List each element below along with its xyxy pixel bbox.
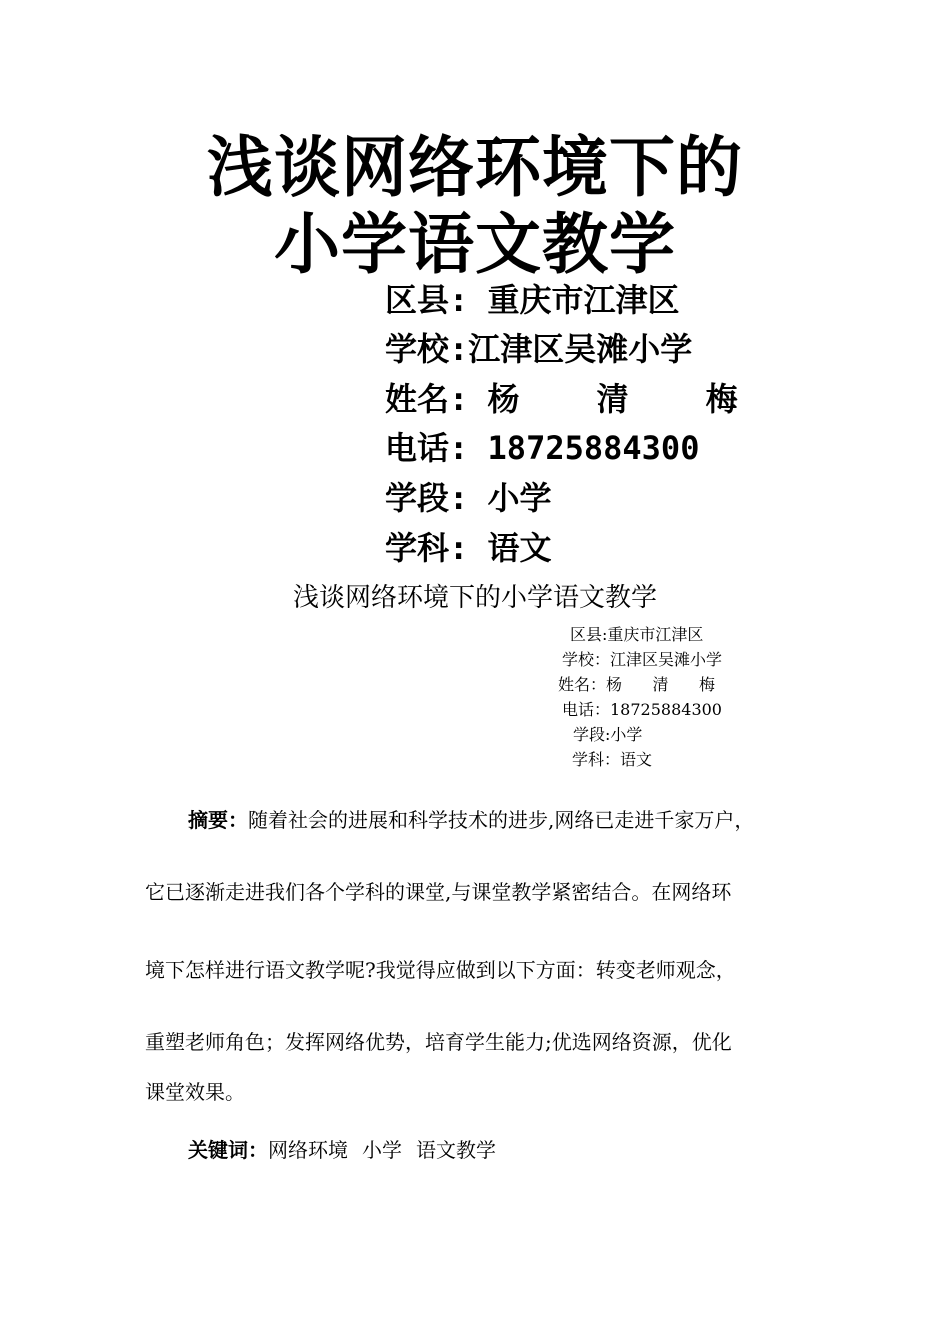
- keyword-3: 语文教学: [416, 1138, 496, 1162]
- abstract-text-1: 随着社会的进展和科学技术的进步,网络已走进千家万户，: [248, 808, 755, 832]
- cover-info-name: 姓名: 杨 清 梅: [385, 380, 738, 418]
- abstract-line-2: 它已逐渐走进我们各个学科的课堂,与课堂教学紧密结合。在网络环: [145, 880, 732, 904]
- cover-title-line-2: 小学语文教学: [274, 206, 676, 283]
- keyword-2: 小学: [362, 1138, 402, 1162]
- keywords-label: 关键词：: [188, 1138, 268, 1162]
- keyword-1: 网络环境: [268, 1138, 348, 1162]
- article-info-district: 区县:重庆市江津区: [570, 625, 704, 644]
- article-info-phone: 电话：18725884300: [562, 700, 722, 719]
- article-info-subject: 学科：语文: [572, 750, 653, 769]
- abstract-line-5: 课堂效果。: [145, 1080, 245, 1104]
- cover-info-school: 学校:江津区吴滩小学: [385, 330, 693, 368]
- keywords-line: [188, 1135, 858, 1165]
- abstract-line-4: 重塑老师角色；发挥网络优势，培育学生能力;优选网络资源，优化: [145, 1030, 732, 1054]
- cover-title-line-1: 浅谈网络环境下的: [207, 129, 743, 206]
- article-info-stage: 学段:小学: [573, 725, 643, 744]
- abstract-label: 摘要：: [188, 808, 248, 832]
- cover-info-stage: 学段: 小学: [385, 479, 552, 517]
- abstract-line-3: 境下怎样进行语文教学呢?我觉得应做到以下方面：转变老师观念，: [145, 958, 736, 982]
- article-title: 浅谈网络环境下的小学语文教学: [292, 583, 657, 613]
- cover-info-subject: 学科: 语文: [385, 529, 552, 567]
- article-info-name: 姓名：杨 清 梅: [558, 675, 716, 694]
- article-info-school: 学校：江津区吴滩小学: [562, 650, 723, 669]
- cover-info-phone: 电话: 18725884300: [385, 429, 700, 467]
- abstract-line-1: [188, 805, 858, 835]
- cover-info-district: 区县: 重庆市江津区: [385, 281, 680, 319]
